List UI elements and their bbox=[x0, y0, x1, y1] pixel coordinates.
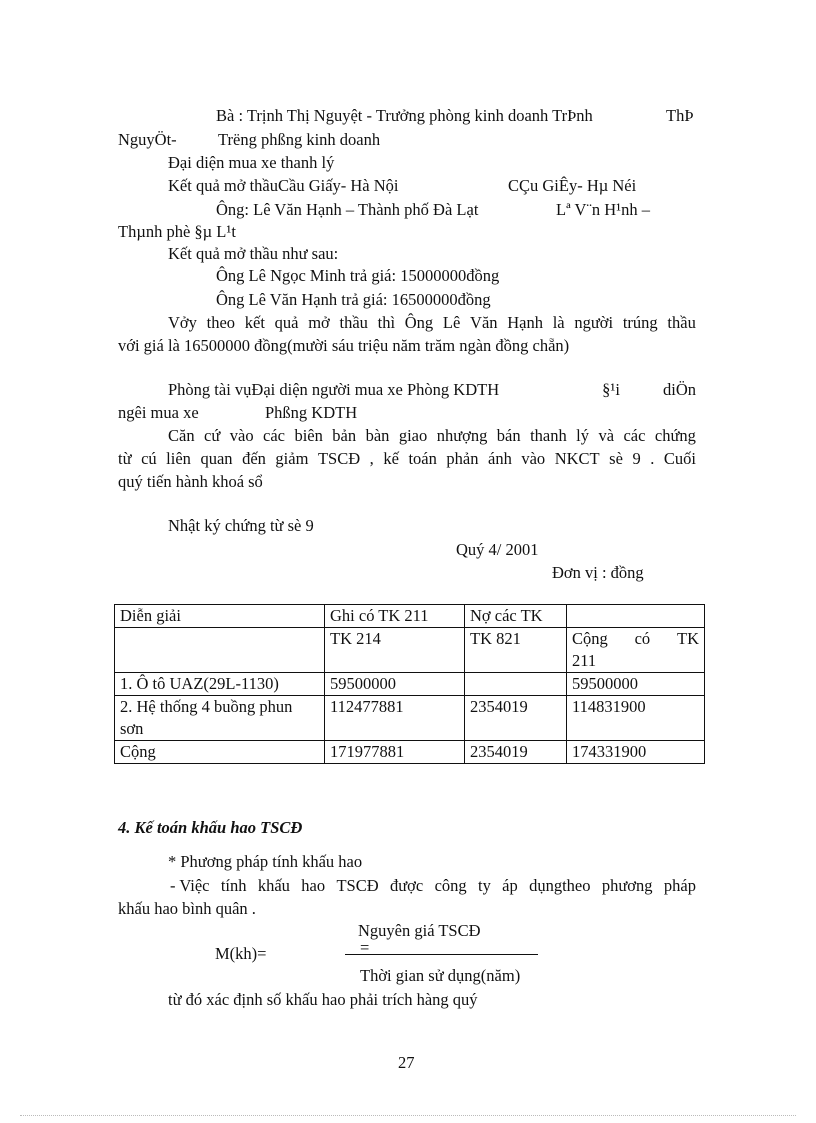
table-header-cell: TK 214 bbox=[325, 628, 465, 673]
table-cell: 59500000 bbox=[567, 673, 705, 696]
table-header-total: Cộng có TK 211 bbox=[567, 628, 705, 673]
formula-numerator: Nguyên giá TSCĐ bbox=[358, 921, 481, 940]
fraction-bar bbox=[345, 954, 538, 955]
table-total-row bbox=[115, 741, 705, 764]
page-number: 27 bbox=[398, 1053, 415, 1072]
line-representative: Bà : Trịnh Thị Nguyệt - Trưởng phòng kinh doanh TrÞnh bbox=[216, 106, 593, 125]
method-line-2: khấu hao bình quân . bbox=[118, 899, 256, 918]
table-cell: 2. Hệ thống 4 buồng phun sơn bbox=[115, 696, 325, 741]
bidder-line: Ông: Lê Văn Hạnh – Thành phố Đà Lạt bbox=[216, 200, 479, 219]
unit-label: Đơn vị : đồng bbox=[552, 563, 644, 582]
bid-result-line: Kết quả mở thầuCầu Giấy- Hà Nội bbox=[168, 176, 399, 195]
table-cell: 174331900 bbox=[567, 741, 705, 764]
table-cell: 171977881 bbox=[325, 741, 465, 764]
basis-line-3: quý tiến hành khoá sổ bbox=[118, 472, 263, 491]
table-cell: Cộng bbox=[115, 741, 325, 764]
table-header-cell: Ghi có TK 211 bbox=[325, 605, 465, 628]
table-cell: 112477881 bbox=[325, 696, 465, 741]
table-subheader-row bbox=[115, 628, 705, 673]
table-row bbox=[115, 673, 705, 696]
signature-labels: Phòng tài vụĐại diện người mua xe Phòng KDTH §¹i diÖn bbox=[168, 380, 696, 399]
formula-denominator: Thời gian sử dụng(năm) bbox=[360, 966, 521, 985]
garbled-signature-2: Phßng KDTH bbox=[265, 403, 358, 422]
page-bottom-rule bbox=[20, 1115, 796, 1116]
quarter-label: Quý 4/ 2001 bbox=[456, 540, 539, 559]
table-header-cell: Diễn giải bbox=[115, 605, 325, 628]
basis-line-1: Căn cứ vào các biên bản bàn giao nhượng bán thanh lý và các chứng bbox=[168, 426, 696, 445]
table-cell: 1. Ô tô UAZ(29L-1130) bbox=[115, 673, 325, 696]
garbled-title: Trëng phßng kinh doanh bbox=[218, 130, 381, 149]
table-header-cell bbox=[567, 605, 705, 628]
conclusion-line: từ đó xác định số khấu hao phải trích hàng quý bbox=[168, 990, 478, 1009]
method-bullet: * Phương pháp tính khấu hao bbox=[168, 852, 363, 871]
winner-line: Vởy theo kết quả mở thầu thì Ông Lê Văn Hạnh là người trúng thầu bbox=[168, 313, 696, 332]
winning-price: với giá là 16500000 đồng(mười sáu triệu năm trăm ngàn đồng chẵn) bbox=[118, 336, 570, 355]
bid-results-intro: Kết quả mở thầu như sau: bbox=[168, 244, 339, 263]
table-cell bbox=[465, 673, 567, 696]
table-header-cell: Nợ các TK bbox=[465, 605, 567, 628]
buyer-representative: Đại diện mua xe thanh lý bbox=[168, 153, 335, 172]
journal-title: Nhật ký chứng từ sè 9 bbox=[168, 516, 314, 535]
table-cell: 114831900 bbox=[567, 696, 705, 741]
garbled-name: ThÞ bbox=[666, 106, 694, 125]
garbled-bidder: Lª V¨n H¹nh – bbox=[556, 200, 650, 219]
bid-minh: Ông Lê Ngọc Minh trả giá: 15000000đồng bbox=[216, 266, 500, 285]
garbled-name-2: NguyÖt- bbox=[118, 130, 177, 149]
table-row bbox=[115, 696, 705, 741]
table-cell: 2354019 bbox=[465, 696, 567, 741]
formula-label: M(kh)= bbox=[215, 944, 267, 963]
garbled-signature-1: ngêi mua xe bbox=[118, 403, 199, 422]
section-heading: 4. Kế toán khấu hao TSCĐ bbox=[118, 818, 303, 837]
table-cell: 59500000 bbox=[325, 673, 465, 696]
table-header-cell: TK 821 bbox=[465, 628, 567, 673]
garbled-location: CÇu GiÊy- Hµ Néi bbox=[508, 176, 637, 195]
journal-table bbox=[114, 604, 705, 764]
basis-line-2: từ cú liên quan đến giảm TSCĐ , kế toán phản ánh vào NKCT sè 9 . Cuối bbox=[118, 449, 696, 468]
table-header-row bbox=[115, 605, 705, 628]
table-cell: 2354019 bbox=[465, 741, 567, 764]
formula-equals: = bbox=[360, 938, 370, 957]
method-line-1: - Việc tính khấu hao TSCĐ được công ty áp dụngtheo phương pháp bbox=[170, 876, 696, 895]
bid-hanh: Ông Lê Văn Hạnh trả giá: 16500000đồng bbox=[216, 290, 491, 309]
garbled-city: Thµnh phè §µ L¹t bbox=[118, 222, 236, 241]
table-header-cell bbox=[115, 628, 325, 673]
